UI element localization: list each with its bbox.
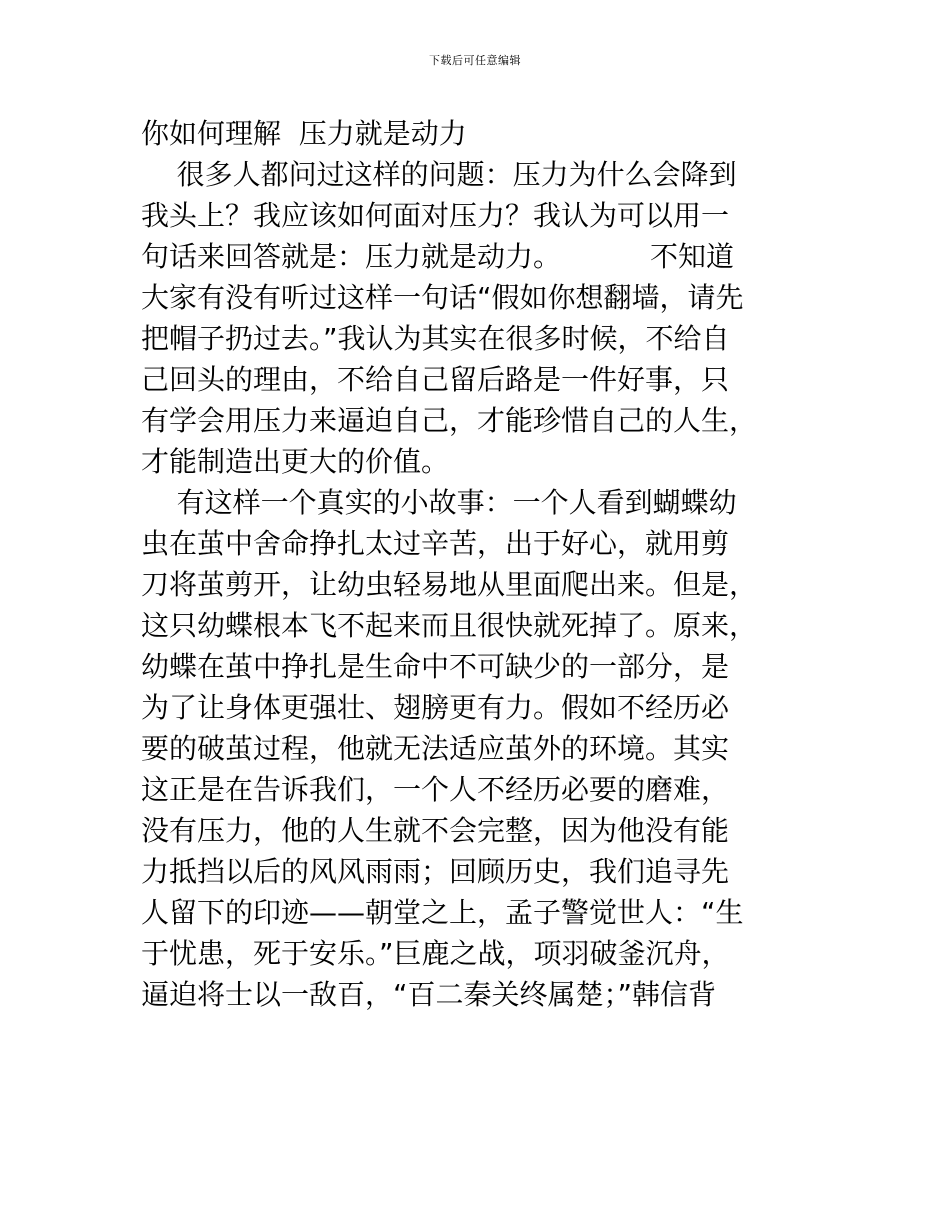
text-line: 为了让身体更强壮、翅膀更有力。假如不经历必 xyxy=(141,691,730,724)
text-line: 没有压力，他的人生就不会完整，因为他没有能 xyxy=(141,814,730,847)
text-line: 句话来回答就是：压力就是动力。 不知道 xyxy=(141,240,735,273)
text-line: 力抵挡以后的风风雨雨；回顾历史，我们追寻先 xyxy=(141,855,730,888)
text-line: 有这样一个真实的小故事：一个人看到蝴蝶幼 xyxy=(141,486,737,519)
document-body xyxy=(141,113,815,1015)
text-line: 虫在茧中舍命挣扎太过辛苦，出于好心，就用剪 xyxy=(141,527,730,560)
text-line: 很多人都问过这样的问题：压力为什么会降到 xyxy=(141,158,737,191)
text-line: 刀将茧剪开，让幼虫轻易地从里面爬出来。但是， xyxy=(141,568,758,601)
page-header: 下载后可任意编辑 xyxy=(429,54,521,67)
text-line: 这只幼蝶根本飞不起来而且很快就死掉了。原来， xyxy=(141,609,758,642)
text-line: 于忧患，死于安乐。”巨鹿之战，项羽破釜沉舟， xyxy=(141,937,730,970)
text-line: 逼迫将士以一敌百，“百二秦关终属楚；”韩信背 xyxy=(141,978,717,1011)
text-line: 才能制造出更大的价值。 xyxy=(141,445,450,478)
text-line: 要的破茧过程，他就无法适应茧外的环境。其实 xyxy=(141,732,730,765)
text-line: 把帽子扔过去。”我认为其实在很多时候，不给自 xyxy=(141,322,730,355)
document-title: 你如何理解 压力就是动力 xyxy=(141,117,467,150)
text-line: 幼蝶在茧中挣扎是生命中不可缺少的一部分，是 xyxy=(141,650,730,683)
text-line: 有学会用压力来逼迫自己，才能珍惜自己的人生， xyxy=(141,404,758,437)
text-line: 这正是在告诉我们，一个人不经历必要的磨难， xyxy=(141,773,730,806)
text-line: 大家有没有听过这样一句话“假如你想翻墙，请先 xyxy=(141,281,744,314)
text-line: 己回头的理由，不给自己留后路是一件好事，只 xyxy=(141,363,730,396)
text-line: 我头上？我应该如何面对压力？我认为可以用一 xyxy=(141,199,730,232)
text-line: 人留下的印迹——朝堂之上，孟子警觉世人：“生 xyxy=(141,896,744,929)
